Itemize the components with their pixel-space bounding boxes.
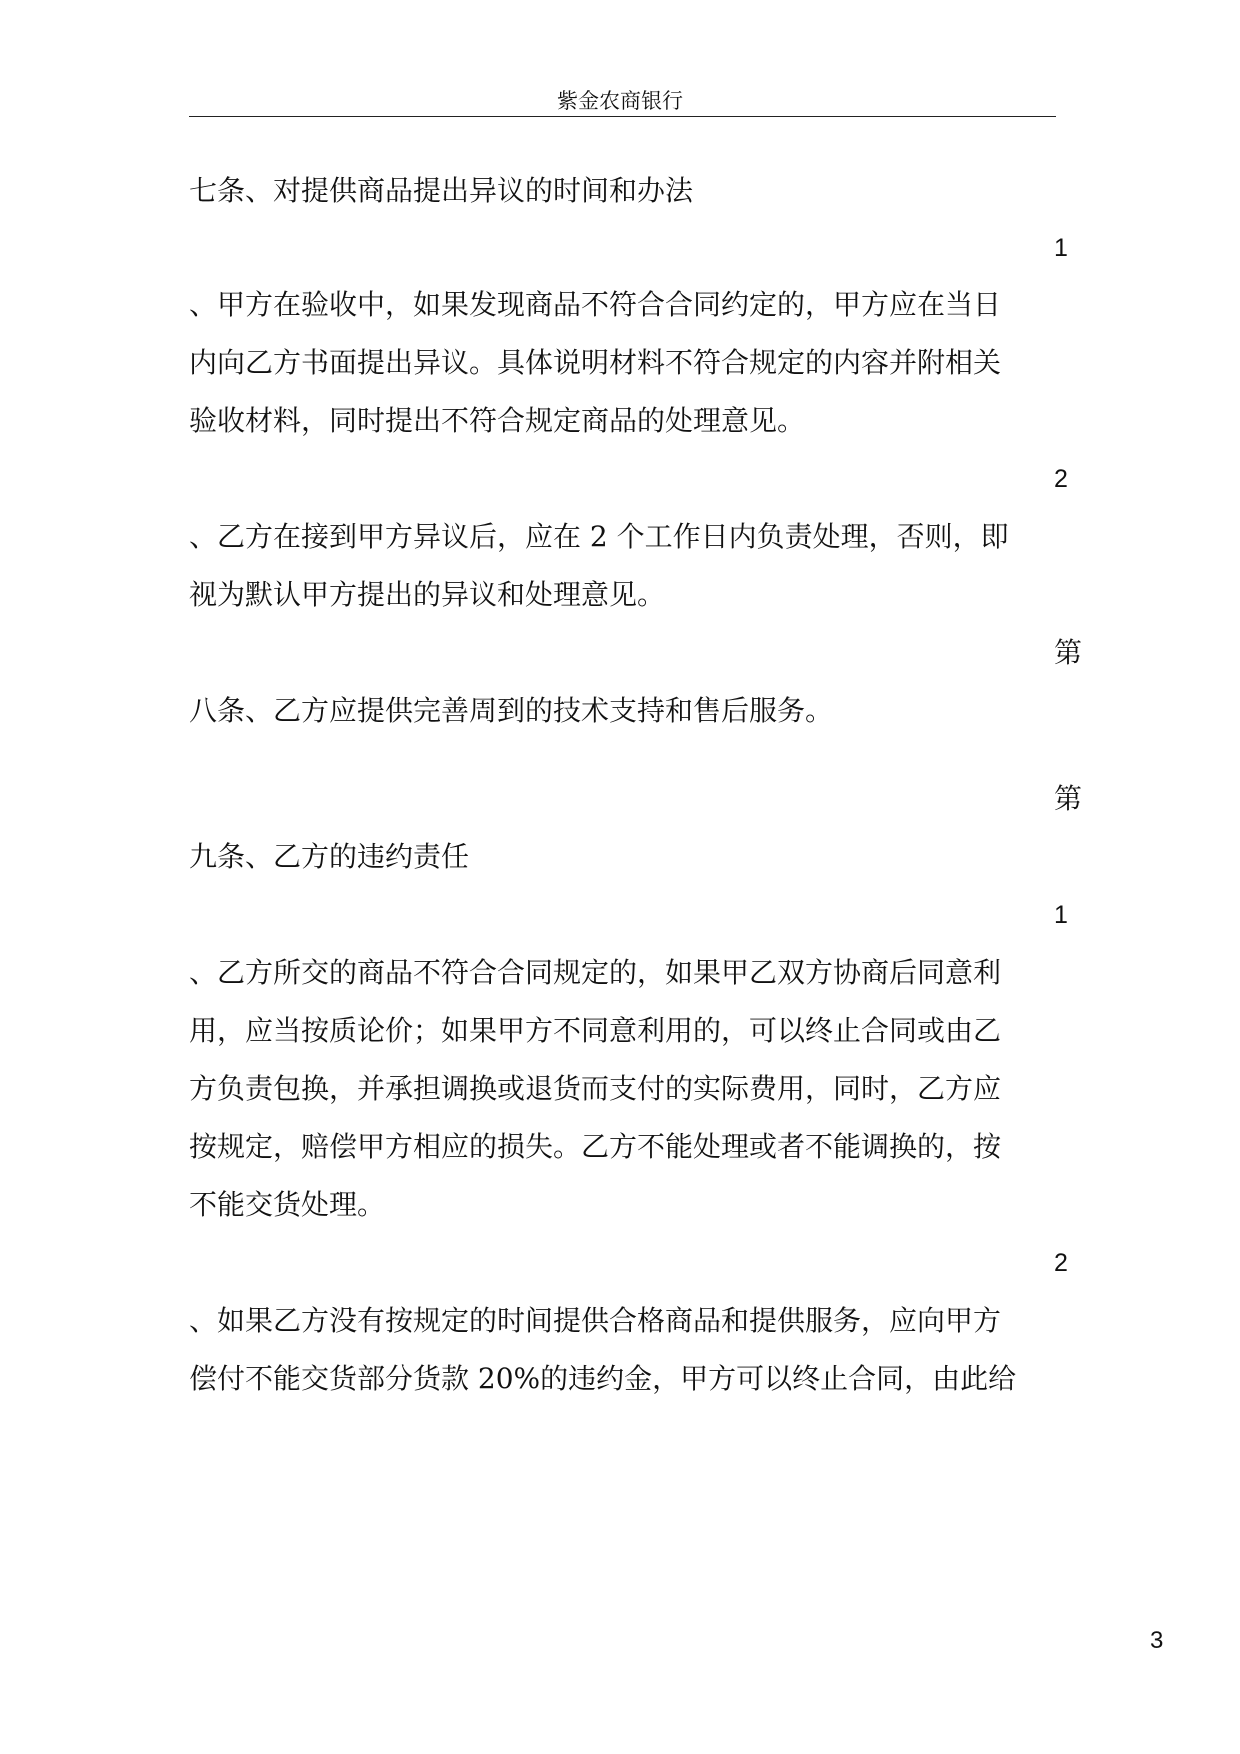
- header-divider: [189, 116, 1056, 117]
- clause-number-2: 2: [1054, 465, 1068, 493]
- paragraph-line: 用，应当按质论价；如果甲方不同意利用的，可以终止合同或由乙: [189, 1014, 1002, 1047]
- article-prefix-8: 第: [1054, 636, 1083, 669]
- clause-number-1: 1: [1054, 901, 1068, 929]
- article-heading-9: 九条、乙方的违约责任: [189, 840, 470, 873]
- paragraph-line: 、甲方在验收中，如果发现商品不符合合同约定的，甲方应在当日: [189, 288, 1002, 321]
- article-heading-8: 八条、乙方应提供完善周到的技术支持和售后服务。: [189, 694, 834, 727]
- paragraph-line: 视为默认甲方提出的异议和处理意见。: [189, 578, 666, 611]
- header-title: 紫金农商银行: [557, 89, 683, 113]
- article-prefix-9: 第: [1054, 782, 1083, 815]
- page-number: 3: [1150, 1627, 1164, 1654]
- paragraph-line: 、乙方在接到甲方异议后，应在 2 个工作日内负责处理，否则，即: [189, 520, 1009, 553]
- paragraph-line: 、乙方所交的商品不符合合同规定的，如果甲乙双方协商后同意利: [189, 956, 1002, 989]
- paragraph-line: 偿付不能交货部分货款 20%的违约金，甲方可以终止合同，由此给: [189, 1362, 1017, 1395]
- paragraph-line: 、如果乙方没有按规定的时间提供合格商品和提供服务，应向甲方: [189, 1304, 1002, 1337]
- paragraph-line: 按规定，赔偿甲方相应的损失。乙方不能处理或者不能调换的，按: [189, 1130, 1002, 1163]
- paragraph-line: 方负责包换，并承担调换或退货而支付的实际费用，同时，乙方应: [189, 1072, 1002, 1105]
- clause-number-1: 1: [1054, 234, 1068, 262]
- paragraph-line: 内向乙方书面提出异议。具体说明材料不符合规定的内容并附相关: [189, 346, 1002, 379]
- article-heading-7: 七条、对提供商品提出异议的时间和办法: [189, 174, 694, 207]
- clause-number-2: 2: [1054, 1249, 1068, 1277]
- paragraph-line: 不能交货处理。: [189, 1188, 386, 1221]
- paragraph-line: 验收材料，同时提出不符合规定商品的处理意见。: [189, 404, 806, 437]
